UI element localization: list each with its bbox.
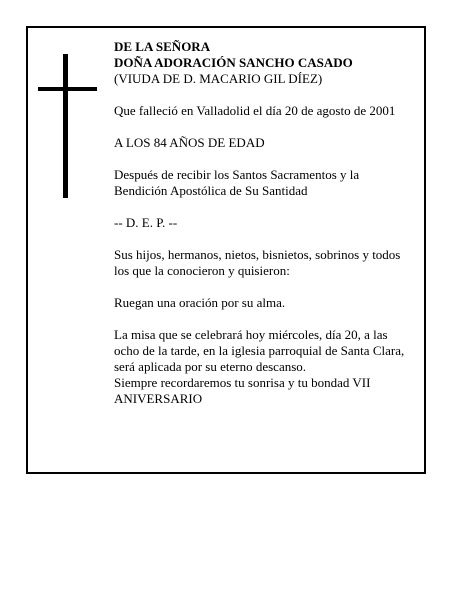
cross-icon: [38, 54, 98, 198]
cross-vertical-bar: [63, 54, 68, 198]
heading-title: DE LA SEÑORA: [114, 39, 211, 54]
sacraments-line-1: Después de recibir los Santos Sacramentos y la: [114, 167, 360, 182]
age-line: A LOS 84 AÑOS DE EDAD: [114, 135, 265, 150]
mass-line-2: ocho de la tarde, en la iglesia parroquial de Santa Clara,: [114, 343, 405, 358]
family-line-1: Sus hijos, hermanos, nietos, bisnietos, sobrinos y todos: [114, 247, 401, 262]
remember-line-1: Siempre recordaremos tu sonrisa y tu bondad VII: [114, 375, 371, 390]
remember-line-2: ANIVERSARIO: [114, 391, 203, 406]
obituary-text: [114, 39, 420, 407]
deceased-name: DOÑA ADORACIÓN SANCHO CASADO: [114, 55, 353, 70]
sacraments-line-2: Bendición Apostólica de Su Santidad: [114, 183, 308, 198]
mass-line-1: La misa que se celebrará hoy miércoles, día 20, a las: [114, 327, 388, 342]
family-line-2: los que la conocieron y quisieron:: [114, 263, 290, 278]
death-date-line: Que falleció en Valladolid el día 20 de agosto de 2001: [114, 103, 396, 118]
prayer-line: Ruegan una oración por su alma.: [114, 295, 286, 310]
widow-of-line: (VIUDA DE D. MACARIO GIL DÍEZ): [114, 71, 323, 86]
mass-line-3: será aplicada por su eterno descanso.: [114, 359, 307, 374]
rip-line: -- D. E. P. --: [114, 215, 178, 230]
cross-horizontal-bar: [38, 87, 97, 91]
